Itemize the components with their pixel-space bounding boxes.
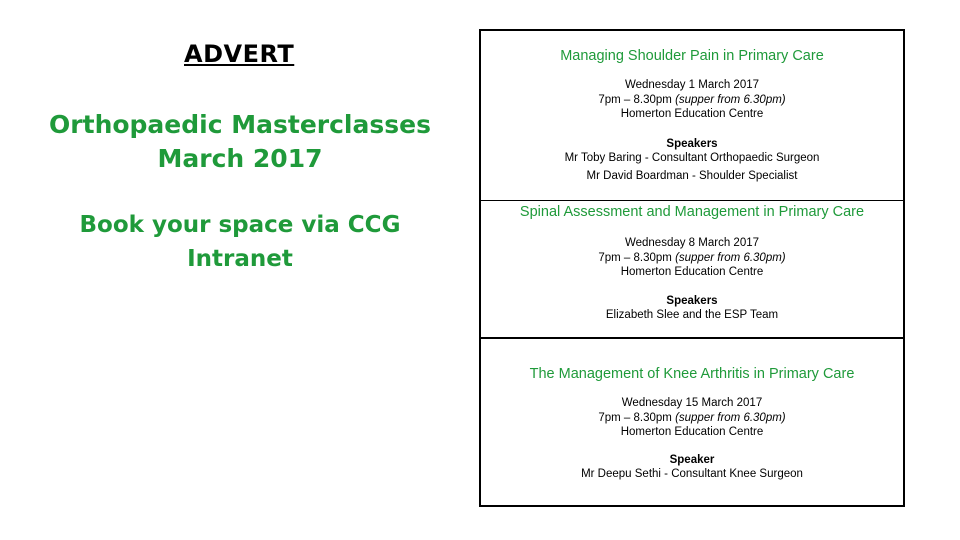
speaker-name: Mr Toby Baring - Consultant Orthopaedic Surgeon [564, 152, 820, 164]
session-time [481, 411, 903, 426]
sessions-box [479, 29, 905, 507]
session-time [481, 251, 903, 266]
session-time [481, 93, 903, 108]
speaker-name: Mr Deepu Sethi - Consultant Knee Surgeon [581, 468, 803, 480]
advert-label: ADVERT [184, 40, 295, 68]
booking-instruction [40, 208, 440, 276]
supper-note: (supper from 6.30pm) [675, 251, 786, 264]
heading-line-2: March 2017 [157, 144, 323, 173]
speaker-name: Mr David Boardman - Shoulder Specialist [586, 169, 798, 182]
session-card [481, 339, 903, 507]
booking-line-2: Intranet [187, 246, 293, 272]
supper-note: (supper from 6.30pm) [675, 93, 786, 106]
session-date: Wednesday 15 March 2017 [621, 397, 763, 409]
speakers-label: Speakers [666, 137, 718, 150]
time-text: 7pm – 8.30pm [598, 93, 676, 106]
time-text: 7pm – 8.30pm [598, 411, 676, 424]
session-venue: Homerton Education Centre [620, 108, 764, 120]
session-date: Wednesday 1 March 2017 [624, 79, 760, 91]
speakers-label: Speakers [666, 294, 718, 307]
session-card [481, 201, 903, 339]
advert-panel [0, 0, 470, 540]
supper-note: (supper from 6.30pm) [675, 411, 786, 424]
session-venue: Homerton Education Centre [620, 266, 764, 278]
session-title: Managing Shoulder Pain in Primary Care [560, 48, 824, 64]
session-title: The Management of Knee Arthritis in Primary Care [529, 366, 855, 382]
session-venue: Homerton Education Centre [620, 426, 764, 438]
time-text: 7pm – 8.30pm [598, 251, 676, 264]
booking-line-1: Book your space via CCG [79, 212, 401, 238]
speaker-name: Elizabeth Slee and the ESP Team [605, 309, 779, 321]
session-date: Wednesday 8 March 2017 [624, 237, 760, 249]
heading-line-1: Orthopaedic Masterclasses [49, 110, 431, 139]
session-card [481, 31, 903, 201]
masterclass-heading [40, 108, 440, 176]
session-title: Spinal Assessment and Management in Primary Care [519, 204, 865, 220]
speakers-label: Speaker [669, 453, 715, 466]
